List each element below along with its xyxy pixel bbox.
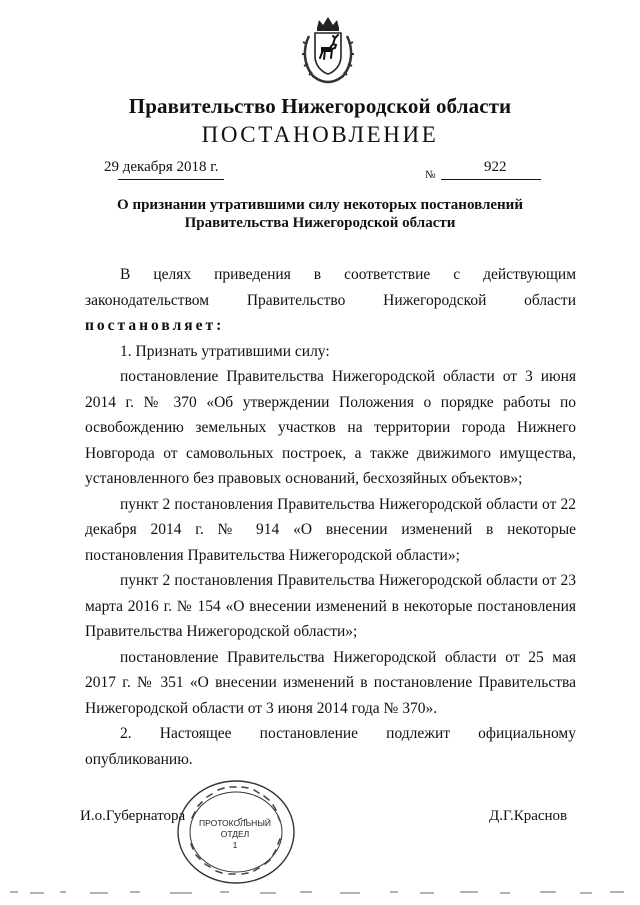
signatory-name: Д.Г.Краснов — [489, 808, 568, 824]
act-1: постановление Правительства Нижегородской области от 3 июня 2014 г. № 370 «Об утверждении Положения о порядке работы по освобождению земельных участков на территории города Нижнего Новгорода от самовольных построек, а также движимого имущества, установленного без правовых оснований, бесхозяйных объектов»; — [85, 368, 576, 487]
stamp-line-1: ПРОТОКОЛЬНЫЙ — [199, 818, 271, 828]
resolves-word — [85, 313, 576, 339]
coat-of-arms-icon — [299, 14, 357, 86]
decree-heading — [0, 196, 640, 232]
item-1: 1. Признать утратившими силу: — [120, 342, 330, 360]
item-2: 2. Настоящее постановление подлежит официальному опубликованию. — [85, 725, 576, 768]
heading-line-1: О признании утратившими силу некоторых постановлений — [117, 197, 523, 213]
signatory-position: И.о.Губернатора — [80, 808, 186, 824]
decree-number: 922 — [484, 159, 507, 175]
stamp-line-2: ОТДЕЛ — [220, 829, 250, 839]
decree-type: ПОСТАНОВЛЕНИЕ — [201, 122, 439, 147]
heading-line-2: Правительства Нижегородской области — [184, 215, 456, 231]
date-underline — [118, 179, 224, 180]
act-3: пункт 2 постановления Правительства Нижегородской области от 23 марта 2016 г. № 154 «О внесении изменений в некоторые постановления Правительства Нижегородской области»; — [85, 572, 576, 640]
decree-body — [85, 262, 576, 772]
stamp-line-3: 1 — [232, 840, 238, 850]
preamble-line-1: В целях приведения в соответствие с действующим — [120, 266, 576, 283]
act-4: постановление Правительства Нижегородской области от 25 мая 2017 г. № 351 «О внесении изменений в постановление Правительства Нижегородской области от 3 июня 2014 года № 370». — [85, 648, 576, 717]
number-sign: № — [425, 169, 436, 181]
scan-edge-artifact — [0, 888, 640, 898]
act-2: пункт 2 постановления Правительства Нижегородской области от 22 декабря 2014 г. № 914 «О внесении изменений в некоторые постановления Правительства Нижегородской области»; — [85, 495, 576, 564]
preamble-line-2: законодательством Правительство Нижегородской области — [85, 291, 576, 309]
number-underline — [441, 179, 541, 180]
resolves-text: постановляет: — [85, 317, 225, 334]
government-title: Правительство Нижегородской области — [128, 94, 512, 118]
stamp-text — [174, 818, 296, 851]
decree-date: 29 декабря 2018 г. — [104, 159, 219, 175]
